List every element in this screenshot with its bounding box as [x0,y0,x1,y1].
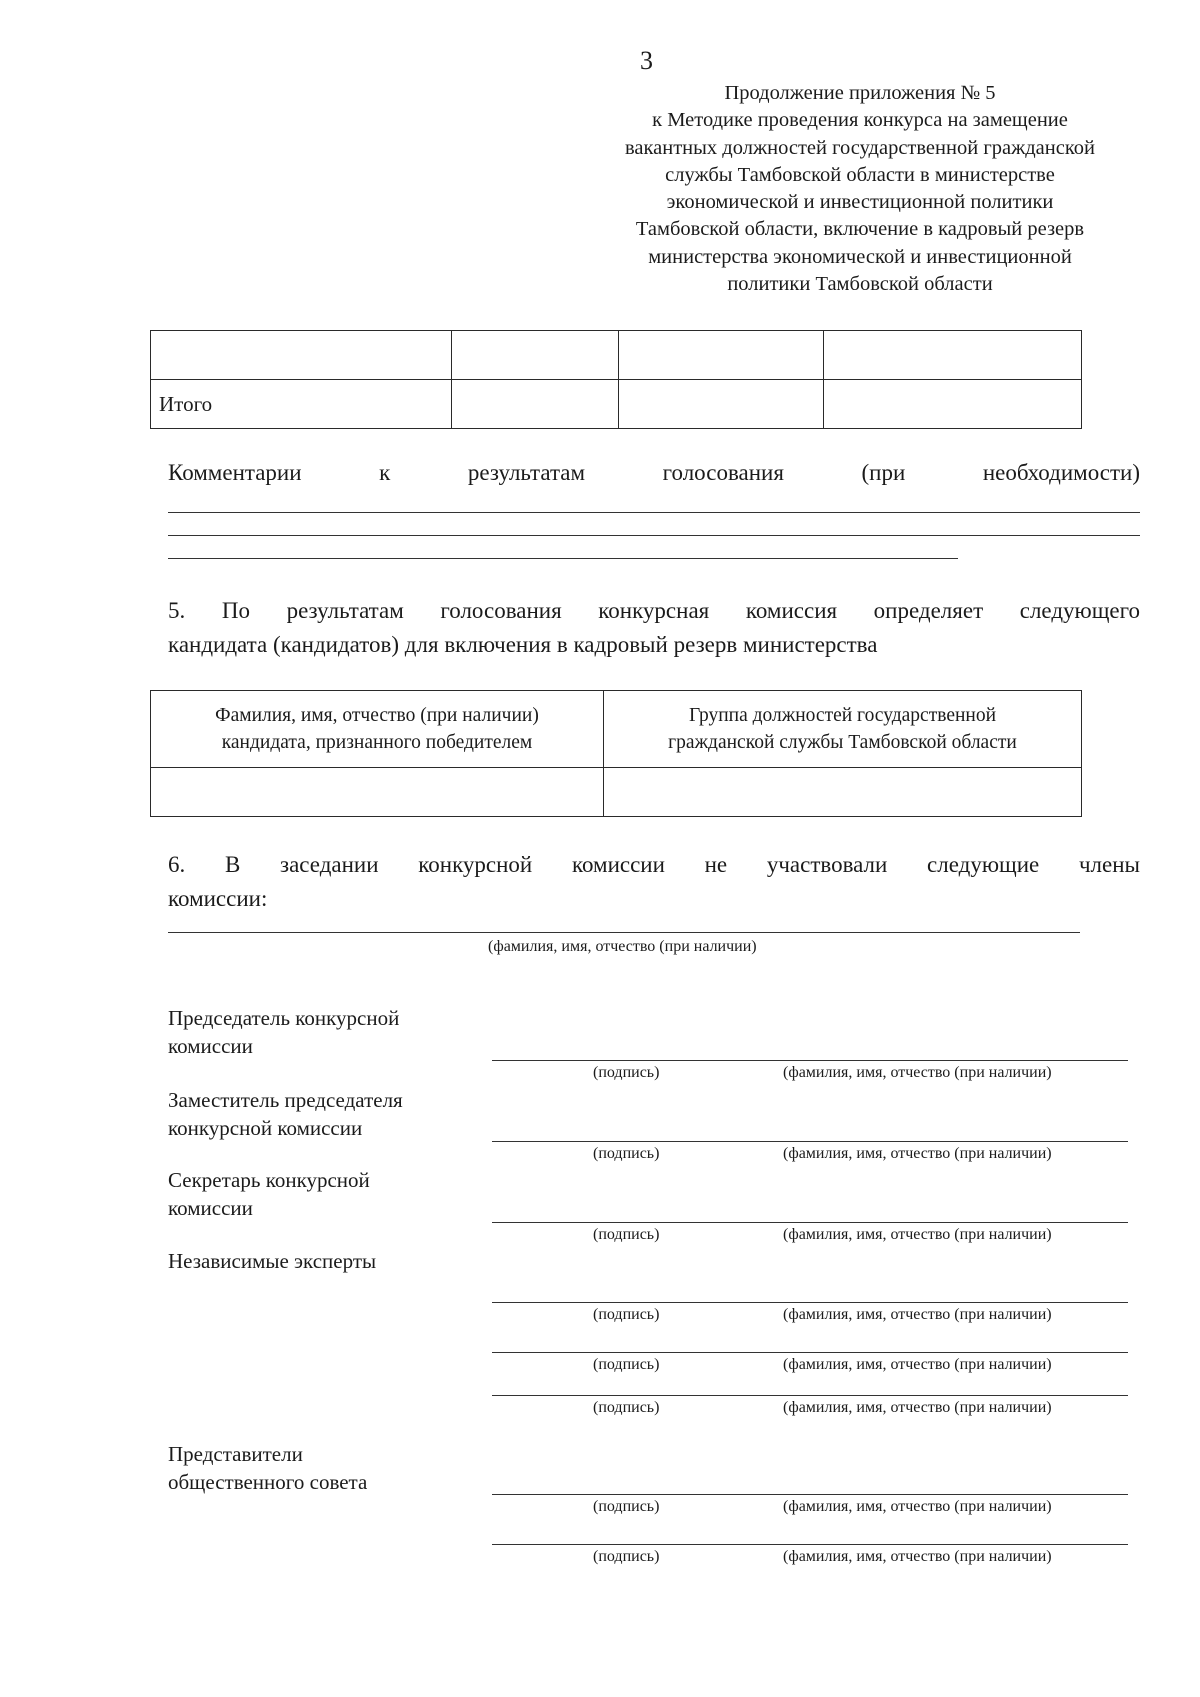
section-6-text [168,848,1140,916]
section-6-line: 6. В заседании конкурсной комиссии не участвовали следующие члены [168,852,1140,877]
table-row [151,768,1082,817]
section-5-line: кандидата (кандидатов) для включения в кадровый резерв министерства [168,632,878,657]
signature-line [492,1544,1128,1545]
role-line: общественного совета [168,1470,368,1494]
comments-word: Комментарии [168,460,302,485]
total-label: Итого [151,380,452,429]
fio-caption: (фамилия, имя, отчество (при наличии) [783,1145,1052,1162]
fio-caption: (фамилия, имя, отчество (при наличии) [783,1548,1052,1565]
appendix-header [560,80,1160,298]
comments-blank-line [168,558,958,559]
column-header-fio [151,691,604,768]
column-header-position-group [604,691,1082,768]
section-5-text [168,594,1140,662]
sign-caption: (подпись) [593,1356,660,1373]
sign-caption: (подпись) [593,1064,660,1081]
role-line: Заместитель председателя [168,1088,403,1112]
comments-word: необходимости) [982,460,1140,485]
table-cell [604,768,1082,817]
signature-line [492,1395,1128,1396]
comments-blank-line [168,535,1140,536]
header-text: гражданской службы Тамбовской области [668,732,1017,753]
comments-word: (при [861,460,906,485]
fio-caption: (фамилия, имя, отчество (при наличии) [783,1498,1052,1515]
signature-line [492,1060,1128,1061]
table-cell [619,331,824,380]
table-row-total [151,380,1082,429]
table-cell [619,380,824,429]
header-text: кандидата, признанного победителем [221,732,533,753]
table-cell [452,380,619,429]
header-text: Группа должностей государственной [688,705,997,726]
header-line: Продолжение приложения № 5 [724,82,996,104]
header-line: службы Тамбовской области в министерстве [665,163,1055,186]
table-cell [151,331,452,380]
signature-line [492,1352,1128,1353]
role-line: Представители [168,1442,303,1466]
fio-caption: (фамилия, имя, отчество (при наличии) [783,1064,1052,1081]
role-line: Председатель конкурсной [168,1006,400,1030]
role-line: Независимые эксперты [168,1249,377,1273]
signature-line [492,1302,1128,1303]
role-line: Секретарь конкурсной [168,1168,370,1192]
section-6-line: комиссии: [168,886,268,911]
sign-caption: (подпись) [593,1498,660,1515]
table-row [151,331,1082,380]
sign-caption: (подпись) [593,1145,660,1162]
comments-word: результатам [467,460,586,485]
winner-table [150,690,1082,817]
header-line: экономической и инвестиционной политики [666,191,1054,214]
header-text: Фамилия, имя, отчество (при наличии) [215,705,539,726]
role-secretary [168,1166,468,1222]
voting-results-table [150,330,1082,429]
role-deputy-chairman [168,1086,468,1142]
role-line: комиссии [168,1034,253,1058]
sign-caption: (подпись) [593,1306,660,1323]
role-line: комиссии [168,1196,253,1220]
header-line: вакантных должностей государственной гражданской [625,136,1095,159]
winner-table-header [151,691,1082,768]
comments-blank-line [168,512,1140,513]
role-chairman [168,1004,468,1060]
fio-caption: (фамилия, имя, отчество (при наличии) [783,1356,1052,1373]
header-line: Тамбовской области, включение в кадровый резерв [635,218,1085,241]
comments-word: голосования [662,460,784,485]
role-line: конкурсной комиссии [168,1116,363,1140]
header-line: к Методике проведения конкурса на замещение [652,109,1068,132]
fio-caption: (фамилия, имя, отчество (при наличии) [783,1399,1052,1416]
fio-caption: (фамилия, имя, отчество (при наличии) [783,1306,1052,1323]
fio-caption: (фамилия, имя, отчество (при наличии) [783,1226,1052,1243]
header-line: политики Тамбовской области [727,273,993,296]
table-cell [452,331,619,380]
fio-caption: (фамилия, имя, отчество (при наличии) [488,938,757,955]
page-number: 3 [640,46,653,75]
sign-caption: (подпись) [593,1548,660,1565]
table-cell [824,380,1082,429]
section-5-line: 5. По результатам голосования конкурсная комиссия определяет следующего [168,598,1140,623]
sign-caption: (подпись) [593,1226,660,1243]
role-independent-experts [168,1247,468,1275]
role-public-council [168,1440,468,1496]
signature-line [492,1494,1128,1495]
signature-line [492,1141,1128,1142]
sign-caption: (подпись) [593,1399,660,1416]
header-line: министерства экономической и инвестиционной [648,245,1072,268]
comments-heading [168,460,1140,486]
table-cell [824,331,1082,380]
comments-word: к [379,460,391,485]
absent-members-line [168,932,1080,933]
signature-line [492,1222,1128,1223]
table-cell [151,768,604,817]
